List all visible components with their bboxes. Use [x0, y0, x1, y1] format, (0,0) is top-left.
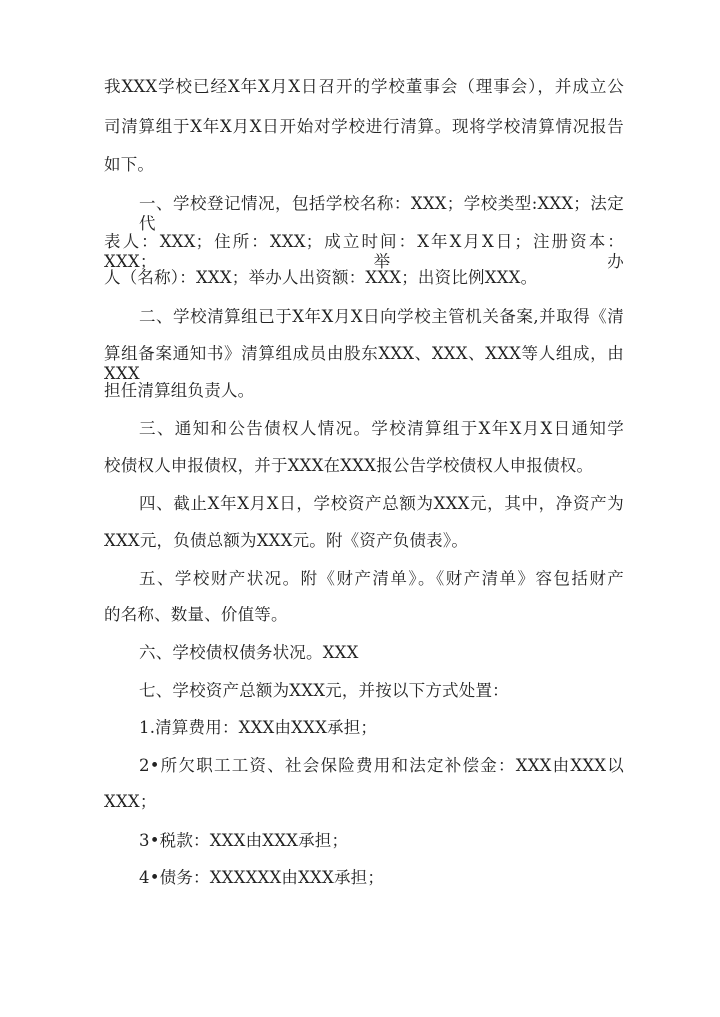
paragraph-intro-line-2: 司清算组于X年X月X日开始对学校进行清算。现将学校清算情况报告 [104, 117, 624, 136]
section-2-line-1: 二、学校清算组已于X年X月X日向学校主管机关备案,并取得《清 [139, 307, 624, 326]
section-4-line-2: XXX元，负债总额为XXX元。附《资产负债表》。 [104, 531, 469, 550]
section-5-line-2: 的名称、数量、价值等。 [104, 605, 288, 624]
paragraph-intro-line-1: 我XXX学校已经X年X月X日召开的学校董事会（理事会），并成立公 [104, 77, 624, 96]
paragraph-intro-line-3: 如下。 [104, 155, 155, 174]
list-item-2-line-1: 2•所欠职工工资、社会保险费用和法定补偿金：XXX由XXX以 [139, 756, 624, 775]
list-item-4: 4•债务：XXXXXX由XXX承担； [139, 868, 385, 887]
section-3-line-2: 校债权人申报债权，并于XXX在XXX报公告学校债权人申报债权。 [104, 456, 594, 475]
list-item-1: 1.清算费用：XXX由XXX承担； [139, 718, 378, 737]
section-1-line-2: 表人：XXX；住所：XXX；成立时间：X年X月X日；注册资本：XXX；举办 [104, 232, 624, 271]
section-1-line-1: 一、学校登记情况，包括学校名称：XXX；学校类型:XXX；法定代 [139, 194, 624, 233]
section-1-line-3: 人（名称）：XXX；举办人出资额：XXX；出资比例XXX。 [104, 268, 538, 287]
section-2-line-3: 担任清算组负责人。 [104, 381, 255, 400]
section-5-line-1: 五、学校财产状况。附《财产清单》。《财产清单》容包括财产 [139, 569, 624, 588]
section-6-line-1: 六、学校债权债务状况。XXX [139, 643, 359, 662]
section-4-line-1: 四、截止X年X月X日，学校资产总额为XXX元，其中，净资产为 [139, 494, 624, 513]
list-item-3: 3•税款：XXX由XXX承担； [139, 831, 349, 850]
section-7-line-1: 七、学校资产总额为XXX元，并按以下方式处置： [139, 681, 509, 700]
list-item-2-line-2: XXX； [104, 792, 157, 811]
section-2-line-2: 算组备案通知书》清算组成员由股东XXX、XXX、XXX等人组成，由XXX [104, 344, 624, 383]
section-3-line-1: 三、通知和公告债权人情况。学校清算组于X年X月X日通知学 [139, 419, 624, 438]
